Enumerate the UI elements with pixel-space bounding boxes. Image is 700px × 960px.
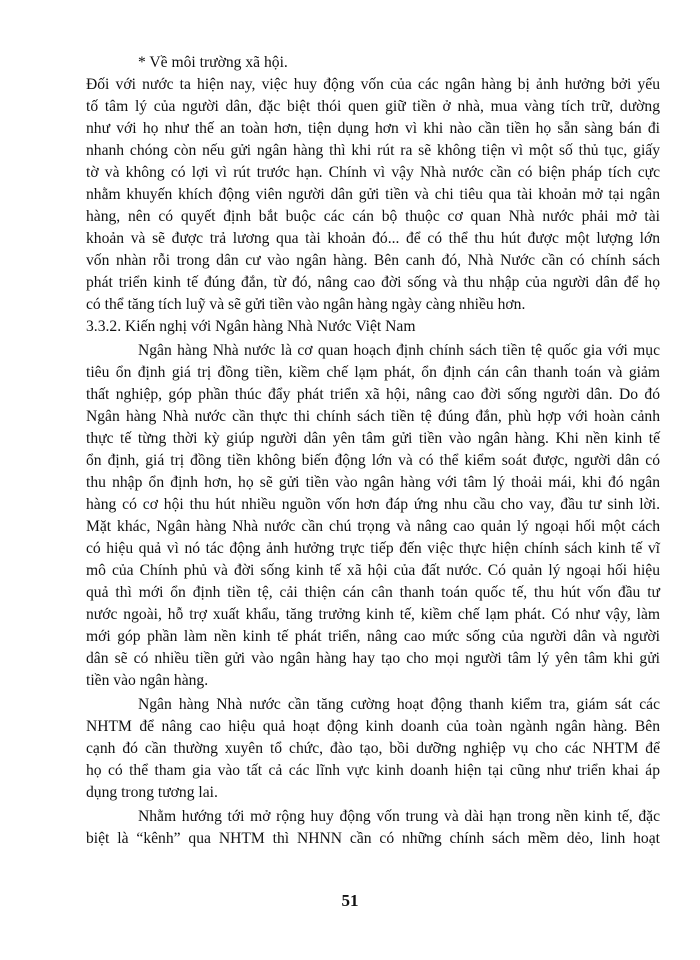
paragraph-line: ổn định, giá trị đồng tiền không biến động lớn và có thể kiểm soát được, người dân có: [86, 452, 660, 469]
paragraph-line: dụng trong tương lai.: [86, 784, 218, 801]
page-number: 51: [341, 891, 359, 910]
paragraph-line: thực tế từng thời kỳ giúp người dân yên tâm gửi tiền vào ngân hàng. Khi nền kinh tế: [86, 430, 660, 447]
paragraph-line: có hiệu quả vì nó tác động ảnh hưởng trực tiếp đến việc thực hiện chính sách kinh tế vĩ: [86, 540, 660, 557]
paragraph-line: tờ và không có lợi vì rút trước hạn. Chính vì vậy Nhà nước cần có biện pháp tích cực: [86, 164, 660, 181]
paragraph-line: như với họ như thế an toàn hơn, tiện dụng hơn vì khi nào cần tiền họ sẵn sàng bán đi: [86, 120, 660, 137]
paragraph-line: thất nghiệp, góp phần thúc đẩy phát triển xã hội, nâng cao đời sống người dân. Do đó: [86, 386, 660, 403]
paragraph-line: hàng, nên có quyết định bắt buộc các cán bộ thuộc cơ quan Nhà nước phải mở tài: [86, 208, 660, 225]
paragraph-line: nước ngoài, hỗ trợ xuất khẩu, tăng trưởng kinh tế, kiềm chế lạm phát. Có như vậy, làm: [86, 606, 660, 623]
paragraph-line: Nhằm hướng tới mở rộng huy động vốn trung và dài hạn trong nền kinh tế, đặc: [138, 808, 660, 825]
paragraph-line: có thể tăng tích luỹ và sẽ gửi tiền vào ngân hàng ngày càng nhiều hơn.: [86, 296, 526, 313]
paragraph-line: cạnh đó cần thường xuyên tổ chức, đào tạo, bồi dưỡng nghiệp vụ cho các NHTM để: [86, 740, 660, 757]
paragraph-line: Ngân hàng Nhà nước là cơ quan hoạch định chính sách tiền tệ quốc gia với mục: [138, 342, 660, 359]
paragraph-line: vốn nhàn rỗi trong dân cư vào ngân hàng. Bên canh đó, Nhà Nước cần có chính sách: [86, 252, 660, 269]
paragraph-line: biệt là “kênh” qua NHTM thì NHNN cần có những chính sách mềm dẻo, linh hoạt: [86, 830, 660, 847]
paragraph-line: quả thì mới ổn định tiền tệ, cải thiện cán cân thanh toán quốc tế, thu hút vốn đầu tư: [86, 584, 660, 601]
paragraph-line: tiền vào ngân hàng.: [86, 672, 209, 689]
paragraph-line: nhằm khuyến khích động viên người dân gửi tiền và chi tiêu qua tài khoản mở tại ngân: [86, 186, 660, 203]
paragraph-line: NHTM để nâng cao hiệu quả hoạt động kinh doanh của toàn ngành ngân hàng. Bên: [86, 718, 660, 735]
paragraph-line: hàng có cơ hội thu hút nhiều nguồn vốn hơn đáp ứng nhu cầu cho vay, đầu tư sinh lời.: [86, 496, 660, 513]
paragraph-line: tiêu ổn định giá trị đồng tiền, kiềm chế lạm phát, ổn định cán cân thanh toán và giảm: [86, 364, 660, 381]
paragraph-line: mô của Chính phủ và đời sống kinh tế xã hội của đất nước. Có quản lý ngoại hối hiệu: [86, 562, 660, 579]
paragraph-line: Mặt khác, Ngân hàng Nhà nước cần chú trọng và nâng cao quản lý ngoại hối một cách: [86, 518, 660, 535]
paragraph-line: họ có thể tham gia vào tất cả các lĩnh vực kinh doanh hiện tại cũng như triển khai áp: [86, 762, 660, 779]
paragraph-line: phát triển kinh tế đúng đắn, từ đó, nâng cao đời sống và thu nhập của người dân để họ: [86, 274, 660, 291]
paragraph-line: mới góp phần làm nền kinh tế phát triển, nâng cao mức sống của người dân và người: [86, 628, 660, 645]
paragraph-line: nhanh chóng còn nếu gửi ngân hàng thì khi rút ra sẽ không tiện vì một số thủ tục, giấy: [86, 142, 660, 159]
section-heading: * Về môi trường xã hội.: [138, 54, 288, 71]
paragraph-line: tố tâm lý của người dân, đặc biệt thói quen giữ tiền ở nhà, mua vàng tích trữ, dường: [86, 98, 660, 115]
paragraph-line: thu nhập ổn định hơn, họ sẽ gửi tiền vào ngân hàng với tâm lý thoải mái, khi đó ngân: [86, 474, 660, 491]
paragraph-line: Ngân hàng Nhà nước cần tăng cường hoạt động thanh kiểm tra, giám sát các: [138, 696, 660, 713]
subsection-title: 3.3.2. Kiến nghị với Ngân hàng Nhà Nước Việt Nam: [86, 318, 416, 335]
paragraph-line: Ngân hàng Nhà nước cần thực thi chính sách tiền tệ đúng đắn, phù hợp với hoàn cảnh: [86, 408, 660, 425]
paragraph-line: khoản và sẽ được trả lương qua tài khoản đó... để có thể thu hút được một lượng lớn: [86, 230, 660, 247]
paragraph-line: Đối với nước ta hiện nay, việc huy động vốn của các ngân hàng bị ảnh hưởng bởi yếu: [86, 76, 660, 93]
paragraph-line: dân sẽ có nhiều tiền gửi vào ngân hàng hay tạo cho mọi người tâm lý yên tâm khi gửi: [86, 650, 660, 667]
